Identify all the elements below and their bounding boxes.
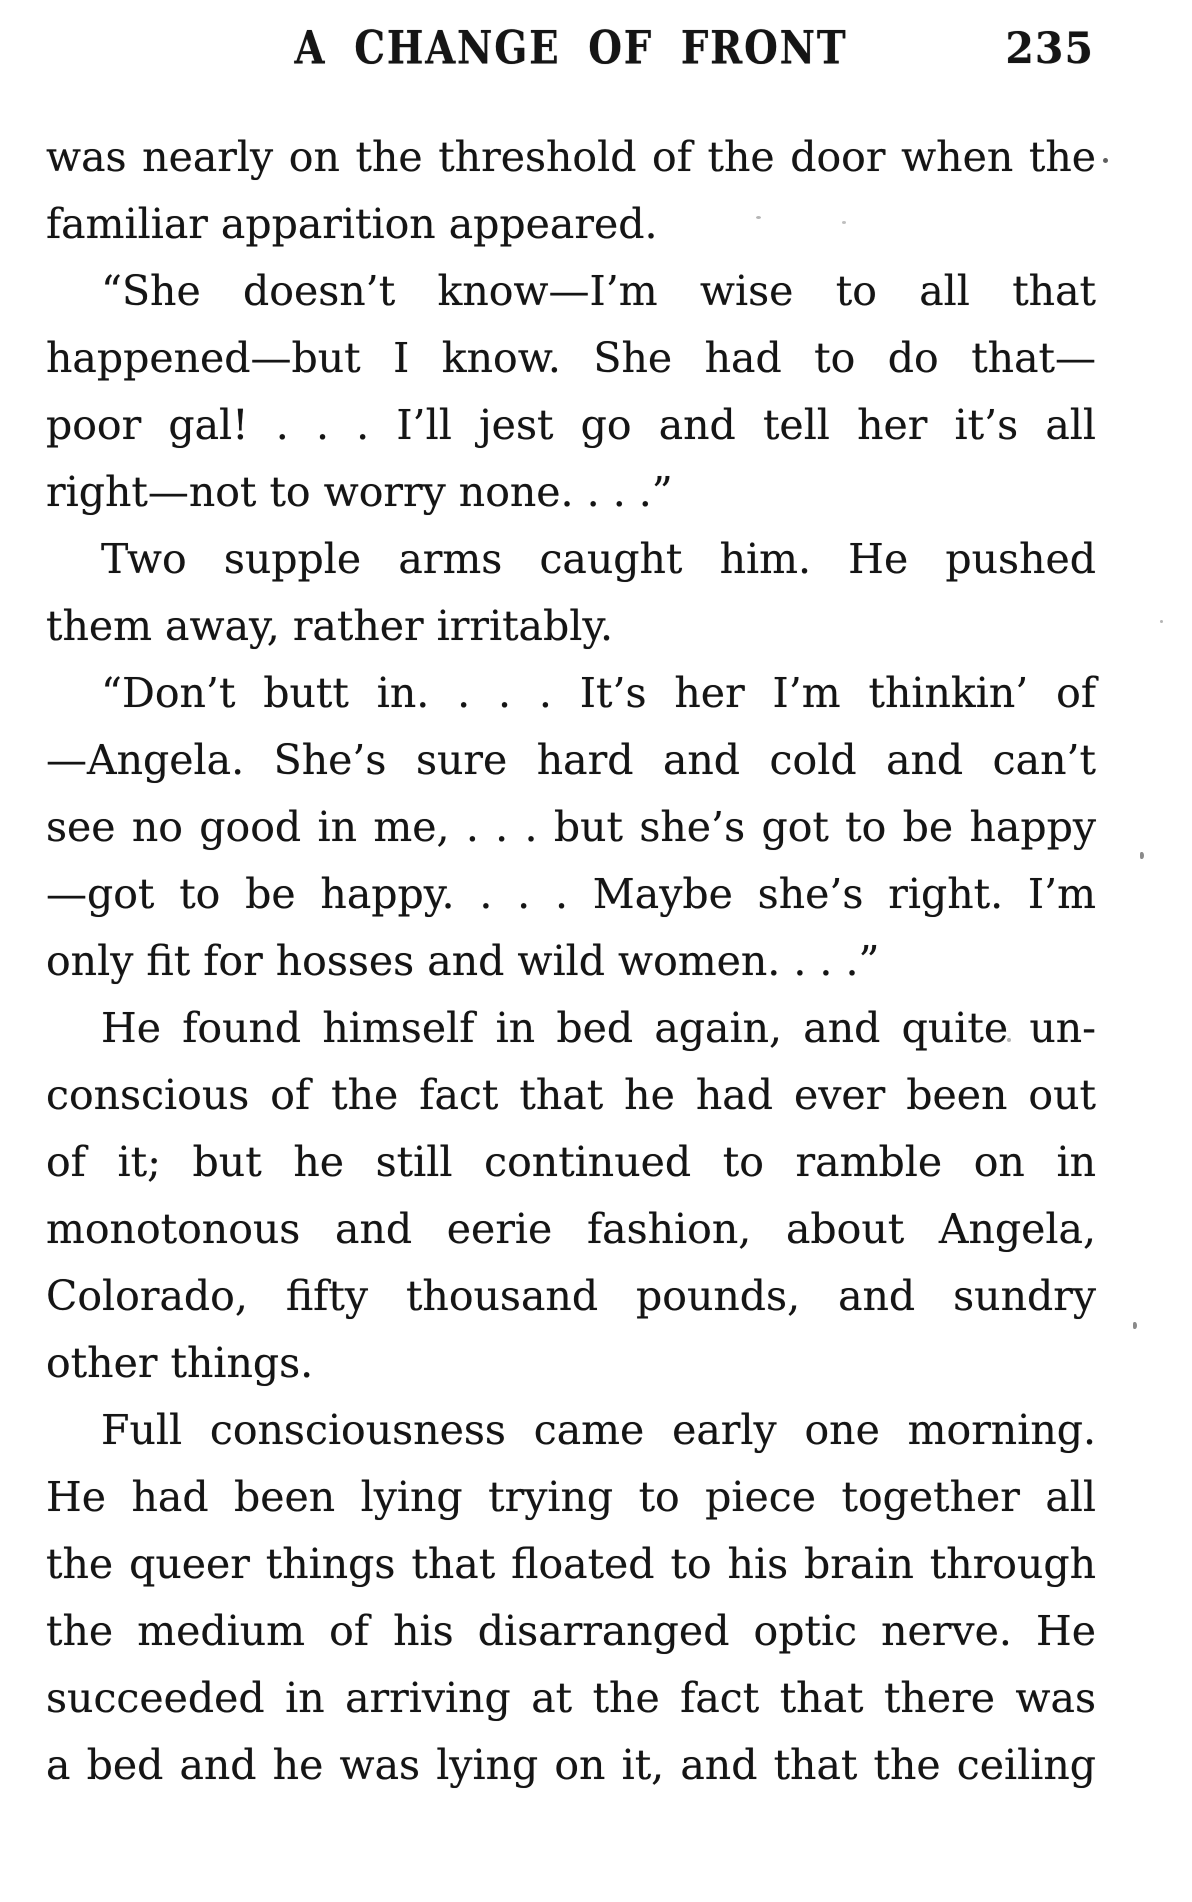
text-line: Colorado, fifty thousand pounds, and sundry — [46, 1272, 1096, 1320]
text-line: —got to be happy. . . . Maybe she’s right. I’m — [46, 870, 1096, 918]
paragraph — [46, 1397, 1096, 1799]
paragraph — [46, 124, 1096, 258]
paragraph — [46, 995, 1096, 1397]
text-line: other things. — [46, 1339, 314, 1387]
text-line: a bed and he was lying on it, and that the ceiling — [46, 1741, 1096, 1789]
text-line: Full consciousness came early one morning. — [101, 1406, 1096, 1454]
paragraph — [46, 526, 1096, 660]
text-line: the queer things that floated to his brain through — [46, 1540, 1096, 1588]
text-line: only fit for hosses and wild women. . . .” — [46, 937, 880, 985]
text-line: monotonous and eerie fashion, about Angela, — [46, 1205, 1096, 1253]
paragraph — [46, 258, 1096, 526]
text-line: happened—but I know. She had to do that— — [46, 334, 1096, 382]
text-line: was nearly on the threshold of the door when the — [46, 133, 1096, 181]
text-line: familiar apparition appeared. — [46, 200, 658, 248]
text-line: conscious of the fact that he had ever been out — [46, 1071, 1096, 1119]
scan-speck — [1007, 1038, 1011, 1042]
text-line: Two supple arms caught him. He pushed — [101, 535, 1096, 583]
paragraph — [46, 660, 1096, 995]
text-line: “She doesn’t know—I’m wise to all that — [101, 267, 1096, 315]
text-line: them away, rather irritably. — [46, 602, 614, 650]
text-line: succeeded in arriving at the fact that there was — [46, 1674, 1096, 1722]
chapter-title: A CHANGE OF FRONT — [294, 22, 848, 75]
scan-speck — [1160, 620, 1163, 623]
text-line: He had been lying trying to piece together all — [46, 1473, 1096, 1521]
scan-speck — [756, 216, 761, 219]
scan-speck — [1133, 1322, 1137, 1329]
scan-speck — [1103, 158, 1108, 163]
text-line: see no good in me, . . . but she’s got to be happy — [46, 803, 1096, 851]
text-line: right—not to worry none. . . .” — [46, 468, 673, 516]
text-line: —Angela. She’s sure hard and cold and can’t — [46, 736, 1096, 784]
text-line: “Don’t butt in. . . . It’s her I’m thinkin’ of — [101, 669, 1096, 717]
page-body — [46, 124, 1096, 1799]
text-line: poor gal! . . . I’ll jest go and tell her it’s all — [46, 401, 1096, 449]
scan-speck — [842, 221, 846, 224]
page-number: 235 — [1005, 23, 1094, 74]
text-line: of it; but he still continued to ramble on in — [46, 1138, 1096, 1186]
text-line: He found himself in bed again, and quite un- — [101, 1004, 1096, 1052]
running-head — [46, 22, 1096, 74]
text-line: the medium of his disarranged optic nerve. He — [46, 1607, 1096, 1655]
scan-speck — [1140, 852, 1144, 859]
